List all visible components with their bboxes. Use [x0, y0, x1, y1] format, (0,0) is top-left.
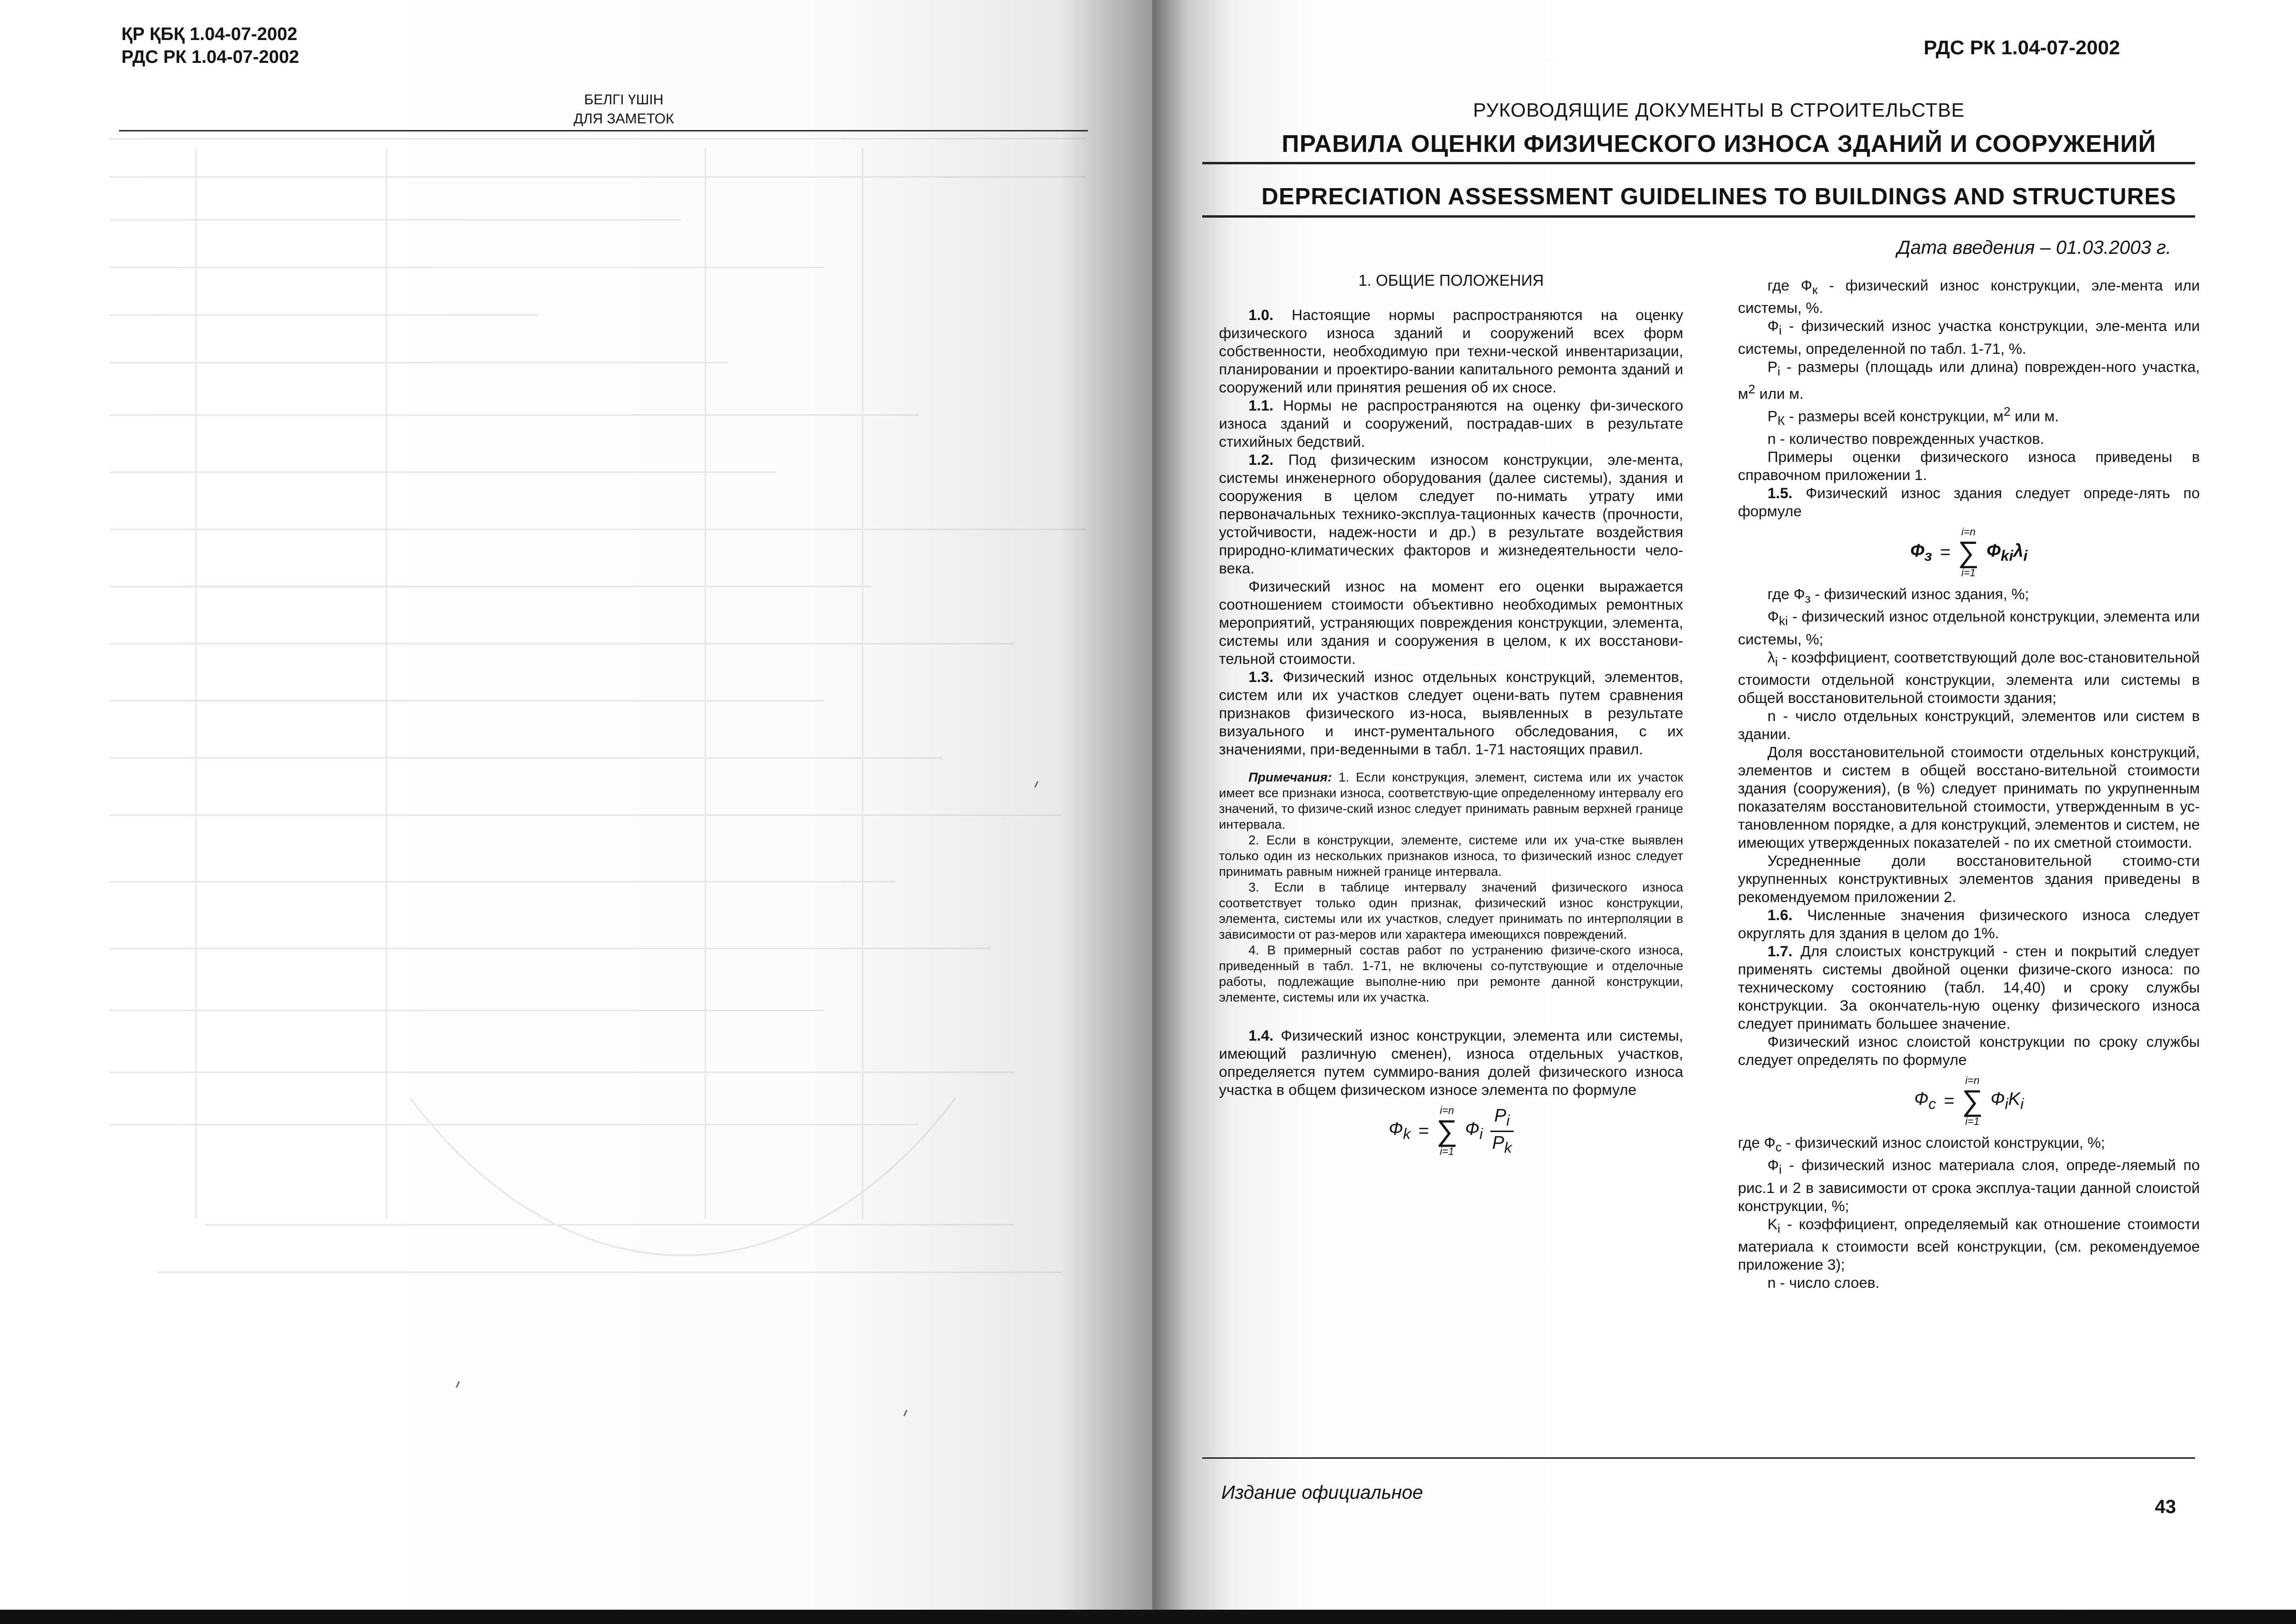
footer-rule [1202, 1457, 2195, 1459]
text-column-left [1219, 271, 1683, 1163]
clause-number: 1.3. [1248, 668, 1274, 685]
note-4: 4. В примерный состав работ по устранению физиче-ского износа, приведенный в табл. 1-71, не включены со-путствующие и отделочные работы, подлежащие выполне-нию при ремонте данной конструкции, элементе, системы или их участка. [1219, 943, 1683, 1004]
formula-construction-wear [1219, 1104, 1683, 1158]
formula-subscript: ki [2000, 547, 2014, 564]
paragraph-1-4 [1219, 1026, 1683, 1099]
document-title-ru: ПРАВИЛА ОЦЕНКИ ФИЗИЧЕСКОГО ИЗНОСА ЗДАНИЙ И СООРУЖЕНИЙ [1281, 130, 2156, 157]
paragraph-1-3 [1219, 668, 1683, 758]
formula-equals: = [1418, 1121, 1429, 1141]
formula-symbol: Ф [1465, 1119, 1480, 1140]
title-rule [1202, 215, 2195, 218]
left-page [0, 0, 1152, 1610]
where-fi-layer: $Ф_i$ - физический износ материала слоя, опреде-ляемый по рис.1 и 2 в зависимости от срока эксплуа-тации данной слоистой конструкции, %; [1738, 1156, 2200, 1214]
paragraph-1-2 [1219, 451, 1683, 577]
where-ki: $K_i$ - коэффициент, определяемый как отношение стоимости материала к стоимости всей конструкции, (см. рекомендуемое приложение 3); [1738, 1215, 2200, 1273]
paragraph-1-0 [1219, 306, 1683, 396]
clause-text: Настоящие нормы распространяются на оценку физического износа зданий и сооружений всех форм собственности, необходимую при техни-ческой инвентаризации, планировании и проектиро-вании капитального ремонта зданий и сооружений или принятия решения об их сносе. [1219, 306, 1683, 396]
sum-upper-limit: i=n [1961, 526, 1976, 538]
examples-reference: Примеры оценки физического износа приведены в справочном приложении 1. [1738, 448, 2200, 484]
paragraph-1-1 [1219, 396, 1683, 451]
formula-symbol: Ф [1388, 1119, 1403, 1140]
right-running-header: РДС РК 1.04-07-2002 [1924, 36, 2120, 59]
clause-number: 1.5. [1767, 484, 1793, 502]
sigma-symbol: ∑ [1962, 1084, 1983, 1118]
note-3: 3. Если в таблице интервалу значений физического износа соответствует только один признак, физический износ конструкции, элемента, системы или их участков, следует принимать по интерполяции в зависимости от раз-меров или характера имеющихся повреждений. [1219, 880, 1683, 942]
formula-layered-wear [1738, 1074, 2200, 1128]
formula-fraction [1490, 1107, 1513, 1155]
document-supertitle: РУКОВОДЯЩИЕ ДОКУМЕНТЫ В СТРОИТЕЛЬСТВЕ [1473, 99, 1965, 121]
clause-text: Нормы не распространяются на оценку фи-зического износа зданий и сооружений, пострадав-ших в результате стихийных бедствий. [1219, 397, 1683, 450]
formula-subscript: з [1924, 547, 1932, 564]
formula-subscript: k [1504, 1139, 1512, 1156]
clause-number: 1.2. [1248, 451, 1274, 468]
clause-number: 1.1. [1248, 397, 1274, 414]
note-1 [1219, 770, 1683, 832]
where-lambda: $\lambda_i$ - коэффициент, соответствующий доле вос-становительной стоимости отдельной конструкции, элемента или системы в общей восстановительной стоимости здания; [1738, 648, 2200, 707]
formula-lambda: λ [2013, 541, 2024, 561]
notes-label: Примечания: [1248, 770, 1332, 784]
formula-subscript: i [2020, 1095, 2024, 1113]
formula-symbol: Ф [1990, 1089, 2005, 1110]
where-fc: где $Ф_с$ - физический износ слоистой конструкции, %; [1738, 1134, 2105, 1154]
formula-subscript: i [2023, 547, 2028, 564]
sum-upper-limit: i=n [1965, 1074, 1980, 1087]
notes-heading-kz: БЕЛГІ ҮШІН [584, 92, 664, 108]
formula-symbol: Ф [1910, 541, 1925, 561]
sum-lower-limit: i=1 [1961, 567, 1976, 579]
averaged-shares: Усредненные доли восстановительной стоимо-сти укрупненных конструктивных элементов здания приведены в рекомендуемом приложении 2. [1738, 852, 2200, 906]
notes-heading [524, 90, 724, 129]
title-rule [1202, 162, 2195, 164]
clause-number: 1.0. [1248, 306, 1274, 323]
sum-lower-limit: i=1 [1439, 1145, 1454, 1157]
formula-equals: = [1943, 1091, 1955, 1112]
formula-subscript: i [1479, 1125, 1483, 1143]
restoration-cost-share: Доля восстановительной стоимости отдельных конструкций, элементов и систем в общей восстано-вительной стоимости здания (сооружения), (в %) следует принимать по укрупненным показателям восстановительной стоимости, утвержденным в ус-тановленном порядке, а для конструкций, элементов и систем, не имеющих утвержденных показателей - по их сметной стоимости. [1738, 743, 2200, 852]
where-fki: $Ф_{ki}$ - физический износ отдельной конструкции, элемента или системы, %; [1738, 608, 2200, 648]
fraction-numerator: P [1494, 1106, 1507, 1126]
layered-wear-intro: Физический износ слоистой конструкции по сроку службы следует определять по формуле [1738, 1033, 2200, 1069]
introduction-date: Дата введения – 01.03.2003 г. [1897, 237, 2171, 258]
formula-symbol: Ф [1914, 1089, 1929, 1110]
sum-upper-limit: i=n [1439, 1104, 1454, 1116]
clause-text: Под физическим износом конструкции, эле-мента, системы инженерного оборудования (далее системы), здания и сооружения в целом следует по-нимать утрату ими первоначальных технико-эксплуа-тационных качеств (прочности, устойчивости, надеж-ности и др.) в результате воздействия природно-климатических факторов и жизнедеятельности чело-века. [1219, 451, 1683, 577]
notes-block [1219, 770, 1683, 1005]
note-text: 1. Если конструкция, элемент, система или их участок имеет все признаки износа, соответствую-щие определенному интервалу его значений, то физиче-ский износ следует принимать равным верхней границе интервала. [1219, 770, 1683, 832]
clause-text: Физический износ конструкции, элемента или системы, имеющий различную сменен), износа отдельных участков, определяется путем суммиро-вания долей физического износа участка в общем физическом износе элемента по формуле [1219, 1027, 1683, 1098]
text-column-right [1738, 276, 2200, 1292]
paragraph-1-6 [1738, 906, 2200, 942]
formula-subscript: i [1506, 1112, 1510, 1129]
paper-speck [456, 1381, 460, 1388]
sigma-symbol: ∑ [1436, 1114, 1457, 1147]
scan-edge [0, 1610, 2296, 1624]
formula-symbol: K [2008, 1089, 2021, 1110]
where-n: n - количество поврежденных участков. [1767, 430, 2045, 448]
where-pk: $P_К$ - размеры всей конструкции, $м^2$ или м. [1767, 404, 2059, 428]
official-edition-label: Издание официальное [1221, 1482, 1423, 1503]
summation-sign [1437, 1104, 1457, 1158]
notes-divider [119, 130, 1088, 131]
clause-number: 1.7. [1767, 942, 1793, 960]
formula-subscript: i [2005, 1095, 2008, 1113]
formula-subscript: c [1928, 1095, 1936, 1113]
fraction-denominator: P [1492, 1133, 1505, 1153]
notes-heading-ru: ДЛЯ ЗАМЕТОК [573, 111, 674, 127]
formula-symbol: Ф [1987, 541, 2001, 561]
where-fz: где $Ф_з$ - физический износ здания, %; [1767, 585, 2029, 606]
clause-number: 1.6. [1767, 906, 1793, 924]
document-title-en: DEPRECIATION ASSESSMENT GUIDELINES TO BUILDINGS AND STRUCTURES [1261, 184, 2176, 210]
note-2: 2. Если в конструкции, элементе, системе или их уча-стке выявлен только один из нескольких признаков износа, то физический износ следует принимать равным нижней границе интервала. [1219, 833, 1683, 879]
paragraph-1-5 [1738, 484, 2200, 520]
page-number: 43 [2155, 1496, 2176, 1517]
where-n-constructions: n - число отдельных конструкций, элементов или систем в здании. [1738, 707, 2200, 743]
formula-equals: = [1939, 542, 1950, 563]
paper-speck [1034, 781, 1038, 788]
formula-building-wear [1738, 526, 2200, 579]
left-running-header [121, 23, 299, 69]
clause-text: Для слоистых конструкций - стен и покрытий следует применять системы двойной оценки физиче-ского износа: по техническому состоянию (табл. 14,40) и сроку службы конструкции. За окончатель-ную оценку физического износа следует принимать большее значение. [1738, 942, 2200, 1033]
paragraph-1-7 [1738, 942, 2200, 1033]
where-fi: $Ф_i$ - физический износ участка конструкции, эле-мента или системы, определенной по табл. 1-71, %. [1738, 317, 2200, 357]
section-heading: 1. ОБЩИЕ ПОЛОЖЕНИЯ [1358, 271, 1544, 289]
summation-sign [1962, 1074, 1983, 1128]
clause-text: Физический износ здания следует опреде-лять по формуле [1738, 484, 2200, 520]
formula-subscript: k [1403, 1125, 1411, 1143]
paper-speck [903, 1410, 908, 1416]
where-pi: $P_i$ - размеры (площадь или длина) поврежден-ного участка, $м^2$ или м. [1738, 358, 2200, 402]
where-fk: где $Ф_к$ - физический износ конструкции, эле-мента или системы, %. [1738, 277, 2200, 317]
summation-sign [1958, 526, 1979, 579]
paragraph-1-2-continued: Физический износ на момент его оценки выражается соотношением стоимости объективно необходимых ремонтных мероприятий, устраняющих повреждения конструкции, элемента, системы или здания и сооружения в целом, к их восстанови-тельной стоимости. [1219, 578, 1683, 667]
left-header-line-ru: РДС РК 1.04-07-2002 [121, 47, 299, 67]
bleed-through-figure [110, 110, 1086, 1395]
sum-lower-limit: i=1 [1965, 1115, 1980, 1128]
clause-text: Численные значения физического износа следует округлять для здания в целом до 1%. [1738, 906, 2200, 942]
sigma-symbol: ∑ [1957, 536, 1979, 569]
left-header-line-kz: ҚР ҚБҚ 1.04-07-2002 [121, 24, 298, 44]
clause-number: 1.4. [1248, 1027, 1274, 1044]
clause-text: Физический износ отдельных конструкций, элементов, систем или их участков следует оцени-вать путем сравнения признаков физического из-носа, выявленных в результате визуального и инст-рументального обследования, с их значениями, при-веденными в табл. 1-71 настоящих правил. [1219, 668, 1683, 758]
where-n-layers: n - число слоев. [1767, 1273, 1880, 1291]
